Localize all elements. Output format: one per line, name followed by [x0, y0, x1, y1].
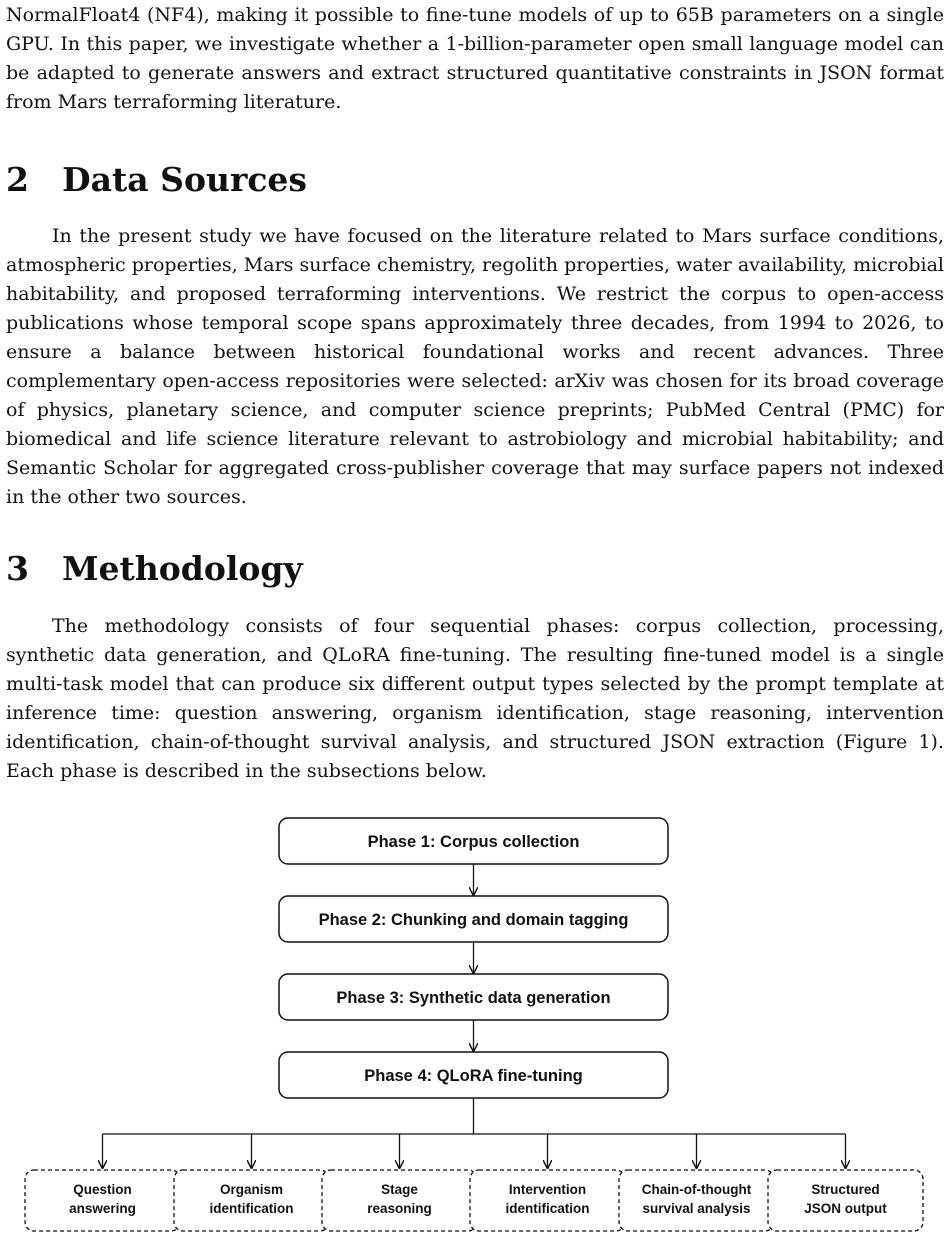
- phase-box-1: [279, 818, 668, 864]
- phase-box-4: [279, 1052, 668, 1098]
- output-box-2: [174, 1170, 329, 1231]
- section-title: Methodology: [62, 549, 303, 588]
- output-label: Stage: [381, 1182, 418, 1197]
- output-box-5: [619, 1170, 774, 1231]
- output-label: survival analysis: [642, 1201, 751, 1216]
- output-box-1: [25, 1170, 180, 1231]
- output-label: reasoning: [367, 1201, 432, 1216]
- phase-box-3: [279, 974, 668, 1020]
- output-label: Structured: [811, 1182, 880, 1197]
- section-number: 2: [6, 160, 29, 199]
- methodology-paragraph: The methodology consists of four sequential phases: corpus collection, processing, synthetic data generation, and QLoRA fine-tuning. The resulting fine-tuned model is a single multi-task model that can produce six different output types selected by the prompt template at inference time: question answering, organism identification, stage reasoning, intervention identification, chain-of-thought survival analysis, and structured JSON extraction (Figure 1). Each phase is described in the subsections below.: [6, 615, 944, 782]
- output-label: identification: [209, 1201, 294, 1216]
- phase-label: Phase 2: Chunking and domain tagging: [318, 911, 629, 929]
- phase-label: Phase 4: QLoRA fine-tuning: [364, 1067, 583, 1085]
- output-label: Organism: [219, 1182, 284, 1197]
- output-label: Intervention: [508, 1182, 587, 1197]
- phase-label: Phase 3: Synthetic data generation: [336, 989, 611, 1007]
- output-label: JSON output: [804, 1201, 887, 1216]
- output-label: answering: [69, 1201, 136, 1216]
- section-title: Data Sources: [62, 160, 308, 199]
- phase-label: Phase 1: Corpus collection: [367, 833, 580, 851]
- output-box-3: [322, 1170, 477, 1231]
- output-box-4: [470, 1170, 625, 1231]
- output-label: Question: [73, 1182, 132, 1197]
- intro-paragraph: NormalFloat4 (NF4), making it possible to fine-tune models of up to 65B parameters on a single GPU. In this paper, we investigate whether a 1-billion-parameter open small language model can be adapted to generate answers and extract structured quantitative constraints in JSON format from Mars terraforming literature.: [6, 4, 944, 113]
- output-box-6: [768, 1170, 923, 1231]
- output-label: identification: [505, 1201, 590, 1216]
- phase-box-2: [279, 896, 668, 942]
- section-number: 3: [6, 549, 29, 588]
- output-label: Chain-of-thought: [641, 1182, 752, 1197]
- data-sources-paragraph: In the present study we have focused on the literature related to Mars surface conditions, atmospheric properties, Mars surface chemistry, regolith properties, water availability, microbial habitability, and proposed terraforming interventions. We restrict the corpus to open-access publications whose temporal scope spans approximately three decades, from 1994 to 2026, to ensure a balance between historical foundational works and recent advances. Three complementary open-access repositories were selected: arXiv was chosen for its broad coverage of physics, planetary science, and computer science preprints; PubMed Central (PMC) for biomedical and life science literature relevant to astrobiology and microbial habitability; and Semantic Scholar for aggregated cross-publisher coverage that may surface papers not indexed in the other two sources.: [6, 225, 944, 508]
